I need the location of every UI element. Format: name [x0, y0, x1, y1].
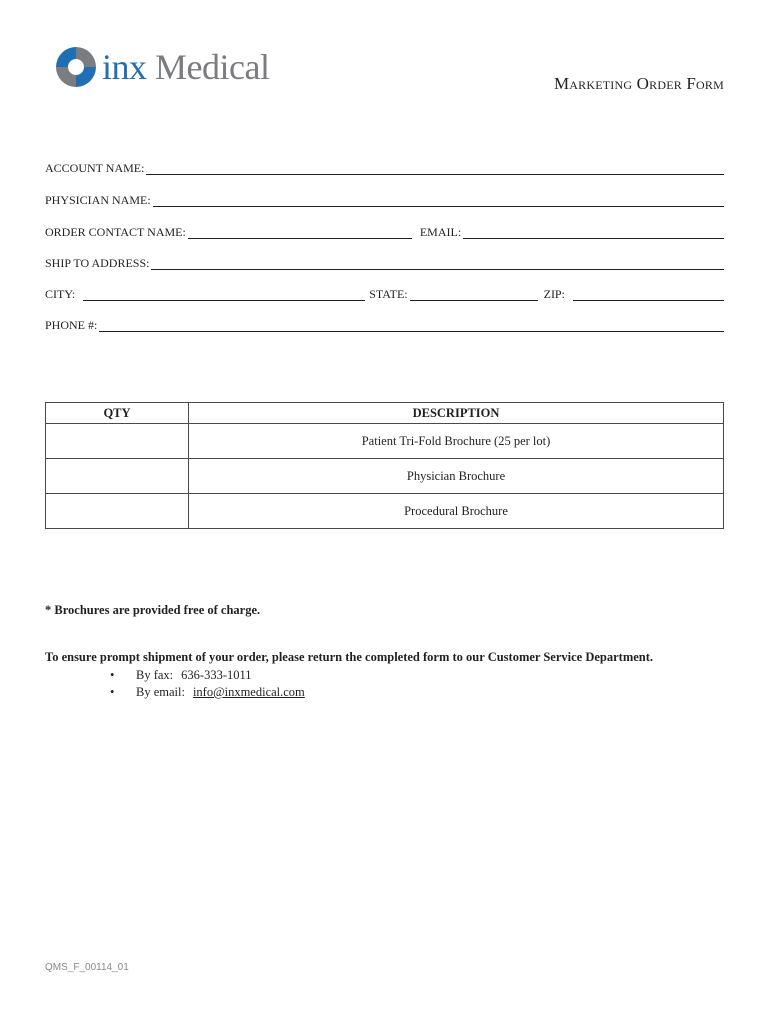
qty-header: QTY — [46, 403, 189, 424]
order-table — [45, 402, 724, 529]
order-contact-name-label: ORDER CONTACT NAME: — [45, 225, 186, 239]
table-row — [46, 459, 724, 494]
description-header: DESCRIPTION — [189, 403, 724, 424]
bullet: • — [110, 668, 115, 682]
order-table-header — [46, 403, 724, 424]
list-item — [110, 684, 305, 701]
email-contact-label: By email: — [136, 685, 185, 699]
order-contact-name-field[interactable] — [188, 224, 412, 239]
account-name-row — [45, 157, 724, 175]
physician-name-row — [45, 189, 724, 207]
order-contact-row — [45, 221, 724, 239]
description-cell: Physician Brochure — [189, 459, 724, 494]
return-instructions: To ensure prompt shipment of your order, please return the completed form to our Customer Service Department. — [45, 650, 654, 664]
fax-number: 636-333-1011 — [181, 668, 252, 682]
fax-label: By fax: — [136, 668, 174, 682]
ship-to-address-field[interactable] — [151, 255, 724, 270]
email-field[interactable] — [463, 224, 724, 239]
account-name-field[interactable] — [146, 160, 724, 175]
contact-list — [110, 667, 305, 701]
logo-wordmark — [102, 47, 269, 87]
logo-wordmark-rest: Medical — [146, 47, 270, 87]
ship-to-address-label: SHIP TO ADDRESS: — [45, 256, 150, 270]
phone-field[interactable] — [99, 317, 724, 332]
free-of-charge-note: * Brochures are provided free of charge. — [45, 603, 261, 617]
email-label: EMAIL: — [419, 225, 462, 239]
ship-to-address-row — [45, 252, 724, 270]
qty-cell[interactable] — [46, 459, 189, 494]
account-name-label: ACCOUNT NAME: — [45, 161, 145, 175]
table-row — [46, 494, 724, 529]
form-title: Marketing Order Form — [553, 74, 724, 93]
qty-cell[interactable] — [46, 424, 189, 459]
document-code: QMS_F_00114_01 — [45, 962, 129, 973]
inx-medical-logo-icon — [54, 45, 98, 89]
qty-cell[interactable] — [46, 494, 189, 529]
bullet: • — [110, 685, 115, 699]
description-cell: Procedural Brochure — [189, 494, 724, 529]
description-cell: Patient Tri-Fold Brochure (25 per lot) — [189, 424, 724, 459]
city-state-zip-row — [45, 283, 724, 301]
company-logo — [54, 42, 269, 92]
email-link[interactable]: info@inxmedical.com — [192, 685, 305, 699]
phone-label: PHONE #: — [45, 318, 98, 332]
zip-label: ZIP: — [543, 287, 565, 301]
table-row — [46, 424, 724, 459]
logo-wordmark-accent: inx — [102, 47, 147, 87]
zip-field[interactable] — [573, 286, 724, 301]
state-field[interactable] — [410, 286, 538, 301]
city-field[interactable] — [83, 286, 365, 301]
physician-name-field[interactable] — [153, 192, 724, 207]
city-label: CITY: — [45, 287, 76, 301]
phone-row — [45, 314, 724, 332]
state-label: STATE: — [369, 287, 408, 301]
physician-name-label: PHYSICIAN NAME: — [45, 193, 151, 207]
list-item — [110, 667, 305, 684]
